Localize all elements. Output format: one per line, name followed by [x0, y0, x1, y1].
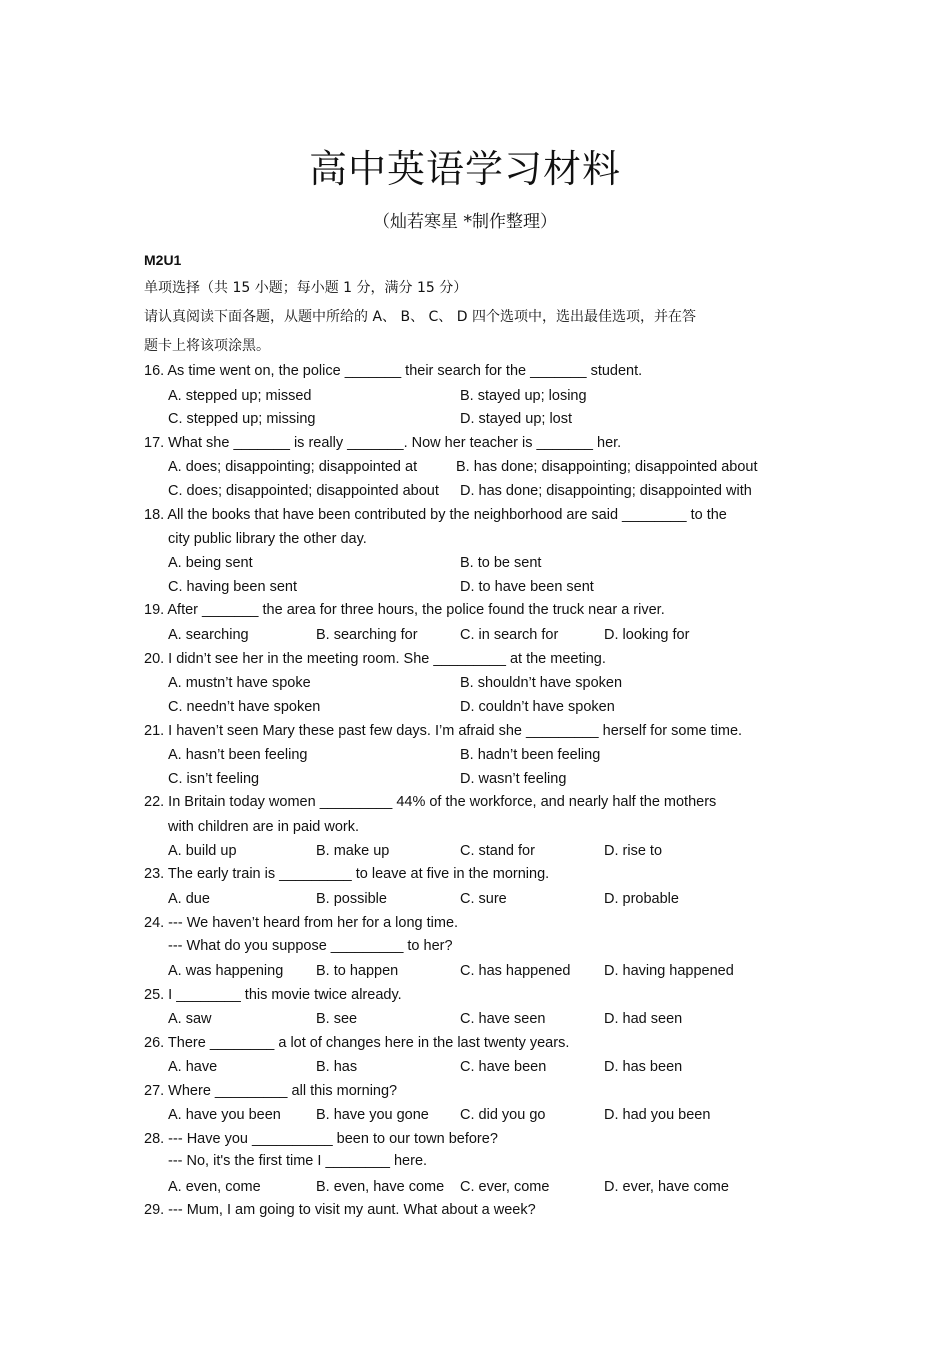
question-20-stem: 20. I didn’t see her in the meeting room. She _________ at the meeting. [144, 651, 606, 667]
question-29-stem: 29. --- Mum, I am going to visit my aunt. What about a week? [144, 1202, 536, 1218]
question-20-option-d: D. couldn’t have spoken [460, 699, 615, 715]
question-25-option-a: A. saw [168, 1011, 212, 1027]
question-22-option-a: A. build up [168, 843, 237, 859]
question-21-option-b: B. hadn’t been feeling [460, 747, 601, 763]
question-17-option-d: D. has done; disappointing; disappointed with [460, 483, 752, 499]
question-18-option-a: A. being sent [168, 555, 253, 571]
question-20-option-c: C. needn’t have spoken [168, 699, 321, 715]
question-19-option-b: B. searching for [316, 627, 418, 643]
instruction-line-1: 请认真阅读下面各题，从题中所给的 A、 B、 C、 D 四个选项中，选出最佳选项，并在答 [144, 309, 696, 325]
question-19-option-d: D. looking for [604, 627, 690, 643]
question-27-option-c: C. did you go [460, 1107, 546, 1123]
question-16-option-a: A. stepped up; missed [168, 388, 312, 404]
question-24-stem: 24. --- We haven’t heard from her for a long time. [144, 915, 459, 931]
question-18-option-d: D. to have been sent [460, 579, 594, 595]
question-17-option-c: C. does; disappointed; disappointed about [168, 483, 439, 499]
question-20-option-b: B. shouldn’t have spoken [460, 675, 623, 691]
document-title: 高中英语学习材料 [308, 147, 621, 191]
question-25-option-d: D. had seen [604, 1011, 683, 1027]
question-21-option-d: D. wasn’t feeling [460, 771, 567, 787]
question-26-option-b: B. has [316, 1059, 358, 1075]
question-21-option-a: A. hasn’t been feeling [168, 747, 308, 763]
question-26-option-a: A. have [168, 1059, 218, 1075]
question-24-option-b: B. to happen [316, 963, 399, 979]
question-22-option-b: B. make up [316, 843, 390, 859]
question-22-option-d: D. rise to [604, 843, 663, 859]
question-23-option-d: D. probable [604, 891, 679, 907]
question-21-option-c: C. isn’t feeling [168, 771, 260, 787]
question-17-option-a: A. does; disappointing; disappointed at [168, 459, 418, 475]
question-28-option-b: B. even, have come [316, 1179, 445, 1195]
question-27-stem: 27. Where _________ all this morning? [144, 1083, 398, 1099]
question-24-option-d: D. having happened [604, 963, 734, 979]
question-16-option-d: D. stayed up; lost [460, 411, 573, 427]
question-21-stem: 21. I haven’t seen Mary these past few days. I’m afraid she _________ herself for some time. [144, 723, 743, 739]
question-18-option-c: C. having been sent [168, 579, 297, 595]
question-18-option-b: B. to be sent [460, 555, 542, 571]
question-28-option-c: C. ever, come [460, 1179, 550, 1195]
instruction-line-2: 题卡上将该项涂黑。 [144, 338, 270, 354]
question-20-option-a: A. mustn’t have spoke [168, 675, 311, 691]
question-28-stem-continued: --- No, it's the first time I ________ here. [168, 1153, 428, 1169]
question-22-stem-continued: with children are in paid work. [168, 819, 360, 835]
question-26-stem: 26. There ________ a lot of changes here in the last twenty years. [144, 1035, 570, 1051]
question-23-option-c: C. sure [460, 891, 507, 907]
question-26-option-c: C. have been [460, 1059, 547, 1075]
question-25-option-b: B. see [316, 1011, 358, 1027]
section-heading: 单项选择（共 15 小题；每小题 1 分，满分 15 分） [144, 280, 468, 296]
question-26-option-d: D. has been [604, 1059, 683, 1075]
question-19-stem: 19. After _______ the area for three hours, the police found the truck near a river. [144, 602, 665, 618]
question-25-stem: 25. I ________ this movie twice already. [144, 987, 402, 1003]
question-18-stem-continued: city public library the other day. [168, 531, 367, 547]
question-22-option-c: C. stand for [460, 843, 535, 859]
question-24-option-a: A. was happening [168, 963, 284, 979]
question-28-option-a: A. even, come [168, 1179, 261, 1195]
question-23-stem: 23. The early train is _________ to leave at five in the morning. [144, 866, 550, 882]
question-16-option-c: C. stepped up; missing [168, 411, 316, 427]
question-16-option-b: B. stayed up; losing [460, 388, 587, 404]
question-23-option-b: B. possible [316, 891, 387, 907]
question-24-stem-continued: --- What do you suppose _________ to her? [168, 938, 453, 954]
question-18-stem: 18. All the books that have been contributed by the neighborhood are said ________ to the [144, 507, 727, 523]
question-23-option-a: A. due [168, 891, 210, 907]
question-25-option-c: C. have seen [460, 1011, 546, 1027]
question-16-stem: 16. As time went on, the police _______ their search for the _______ student. [144, 363, 643, 379]
question-28-stem: 28. --- Have you __________ been to our town before? [144, 1131, 498, 1147]
unit-label: M2U1 [144, 252, 182, 268]
question-17-option-b: B. has done; disappointing; disappointed about [456, 459, 758, 475]
question-27-option-d: D. had you been [604, 1107, 711, 1123]
question-28-option-d: D. ever, have come [604, 1179, 729, 1195]
question-27-option-b: B. have you gone [316, 1107, 429, 1123]
question-27-option-a: A. have you been [168, 1107, 281, 1123]
document-subtitle: （灿若寒星 *制作整理） [373, 212, 557, 232]
question-19-option-a: A. searching [168, 627, 249, 643]
question-19-option-c: C. in search for [460, 627, 559, 643]
question-24-option-c: C. has happened [460, 963, 571, 979]
question-17-stem: 17. What she _______ is really _______. Now her teacher is _______ her. [144, 435, 622, 451]
question-22-stem: 22. In Britain today women _________ 44% of the workforce, and nearly half the mothers [144, 794, 717, 810]
